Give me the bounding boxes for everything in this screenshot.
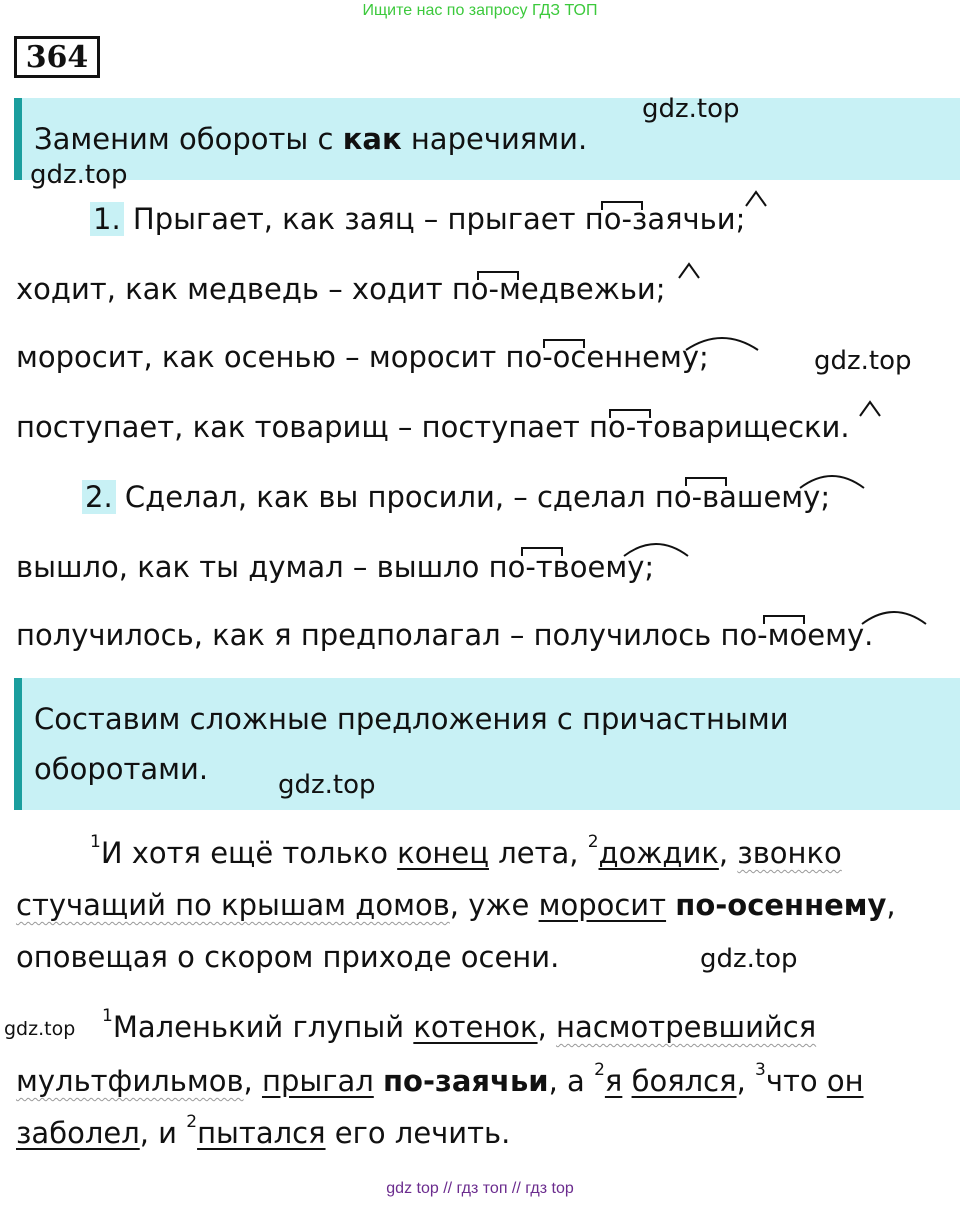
line-text: Сделал, как вы просили, – сделал по-вашему; bbox=[124, 480, 831, 514]
footer-links[interactable]: gdz top // гдз топ // гдз top bbox=[386, 1180, 574, 1197]
clause-number: 1 bbox=[102, 1006, 113, 1026]
part-1-line-3: моросит, как осенью – моросит по-осеннему; bbox=[16, 340, 709, 374]
participle-phrase: мультфильмов bbox=[16, 1064, 244, 1098]
prefix-mark bbox=[686, 478, 726, 486]
ending-mark bbox=[624, 544, 688, 556]
part-2-line-3: получилось, как я предполагал – получилось по-моему. bbox=[16, 618, 874, 652]
predicate: моросит bbox=[538, 888, 667, 922]
prefix-mark bbox=[544, 340, 584, 348]
predicate: боялся bbox=[631, 1064, 737, 1098]
prefix-mark bbox=[478, 272, 518, 280]
top-search-link[interactable]: Ищите нас по запросу ГДЗ ТОП bbox=[362, 2, 598, 19]
subject: конец bbox=[397, 836, 489, 870]
task-2-line-2: оборотами. bbox=[34, 752, 209, 786]
participle-phrase: насмотревшийся bbox=[556, 1010, 817, 1044]
watermark: gdz.top bbox=[278, 770, 376, 800]
sentence-2-line-2 bbox=[16, 1060, 864, 1098]
text: Маленький глупый bbox=[112, 1010, 414, 1044]
part-1-line-2: ходит, как медведь – ходит по-медвежьи; bbox=[16, 272, 666, 306]
text: лета, bbox=[488, 836, 588, 870]
text bbox=[622, 1064, 631, 1098]
predicate: прыгал bbox=[261, 1064, 374, 1098]
text: его лечить. bbox=[325, 1116, 511, 1150]
text: , и bbox=[139, 1116, 187, 1150]
subject: он bbox=[826, 1064, 864, 1098]
task-1-keyword: как bbox=[342, 122, 402, 156]
task-banner-2 bbox=[14, 678, 960, 810]
ending-mark bbox=[860, 402, 880, 416]
clause-number: 2 bbox=[594, 1060, 605, 1080]
adverb: по-заячьи bbox=[383, 1064, 549, 1098]
subject: я bbox=[604, 1064, 623, 1098]
watermark: gdz.top bbox=[30, 160, 128, 190]
text: , bbox=[736, 1064, 755, 1098]
text: , а bbox=[548, 1064, 595, 1098]
text: , уже bbox=[449, 888, 539, 922]
ending-mark bbox=[862, 612, 926, 624]
prefix-mark bbox=[522, 548, 562, 556]
clause-number: 3 bbox=[755, 1060, 766, 1080]
predicate: пытался bbox=[197, 1116, 326, 1150]
ending-mark bbox=[679, 264, 699, 278]
subject: дождик bbox=[598, 836, 719, 870]
task-2-line-1: Составим сложные предложения с причастными bbox=[34, 702, 789, 736]
part-2-label: 2. bbox=[82, 480, 116, 514]
sentence-2-line-3 bbox=[16, 1112, 511, 1150]
prefix-mark bbox=[764, 616, 804, 624]
text: , bbox=[886, 888, 896, 922]
ending-mark bbox=[800, 476, 864, 488]
part-2-line-2: вышло, как ты думал – вышло по-твоему; bbox=[16, 550, 655, 584]
subject: котенок bbox=[413, 1010, 538, 1044]
sentence-2-line-1 bbox=[102, 1006, 817, 1044]
line-text: Прыгает, как заяц – прыгает по-заячьи; bbox=[132, 202, 746, 236]
participle-phrase: звонко bbox=[737, 836, 842, 870]
sentence-1-line-3: оповещая о скором приходе осени. bbox=[16, 940, 560, 974]
ending-mark bbox=[686, 338, 758, 350]
text bbox=[666, 888, 675, 922]
text: что bbox=[765, 1064, 827, 1098]
task-1-text-start: Заменим обороты с bbox=[34, 122, 343, 156]
clause-number: 2 bbox=[186, 1112, 198, 1132]
text: И хотя ещё только bbox=[100, 836, 398, 870]
adverb: по-осеннему bbox=[675, 888, 887, 922]
watermark: gdz.top bbox=[700, 944, 798, 974]
watermark: gdz.top bbox=[642, 94, 740, 124]
clause-number: 1 bbox=[90, 832, 101, 852]
ending-mark bbox=[746, 192, 766, 206]
sentence-1-line-2 bbox=[16, 888, 896, 922]
text: , bbox=[718, 836, 738, 870]
part-1-line-4: поступает, как товарищ – поступает по-товарищески. bbox=[16, 410, 850, 444]
sentence-1-line-1 bbox=[90, 832, 842, 870]
task-1-text-end: наречиями. bbox=[401, 122, 588, 156]
prefix-mark bbox=[610, 410, 650, 418]
watermark: gdz.top bbox=[814, 346, 912, 376]
predicate: заболел bbox=[16, 1116, 140, 1150]
exercise-number: 364 bbox=[14, 36, 100, 78]
participle-phrase: стучащий по крышам домов bbox=[16, 888, 450, 922]
clause-number: 2 bbox=[587, 832, 599, 852]
part-1-label: 1. bbox=[90, 202, 124, 236]
watermark: gdz.top bbox=[4, 1018, 76, 1040]
text bbox=[374, 1064, 383, 1098]
text: , bbox=[243, 1064, 262, 1098]
prefix-mark bbox=[602, 202, 642, 210]
text: , bbox=[537, 1010, 556, 1044]
